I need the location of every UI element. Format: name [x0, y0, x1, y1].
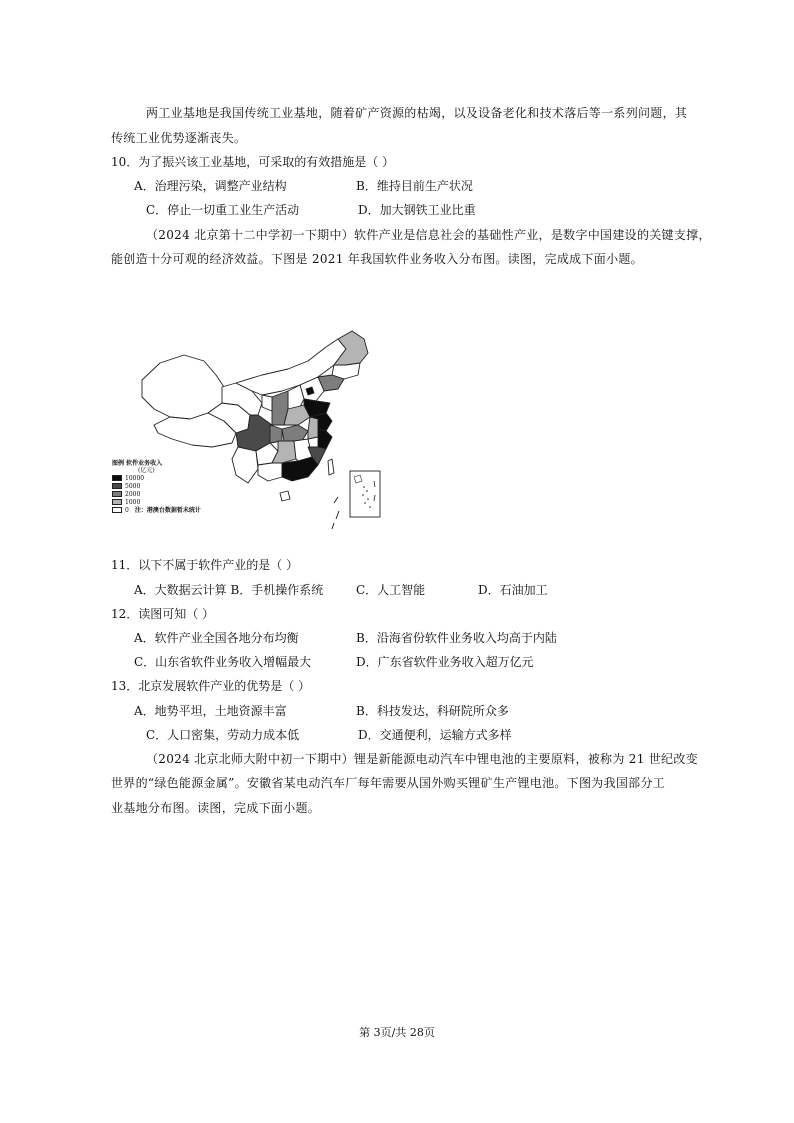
- q12-option-c: C．山东省软件业务收入增幅最大: [134, 655, 312, 669]
- q12-option-b: B．沿海省份软件业务收入均高于内陆: [356, 631, 557, 645]
- passage3-line-3: 业基地分布图。读图，完成下面小题。: [111, 801, 321, 815]
- legend-row: [112, 474, 232, 482]
- passage3-line-1: （2024 北京北师大附中初一下期中）锂是新能源电动汽车中锂电池的主要原料，被称为 21 世纪改变: [146, 752, 698, 766]
- q13-option-b: B．科技发达，科研院所众多: [356, 704, 509, 718]
- page-number: 第 3页/共 28页: [359, 1026, 435, 1039]
- legend-label: 1000: [125, 498, 141, 506]
- legend-swatch: [112, 475, 122, 481]
- q13-option-a: A．地势平坦，土地资源丰富: [134, 704, 287, 718]
- legend-title: 图例 软件业务收入: [112, 460, 163, 467]
- south-china-sea-inset: [350, 471, 380, 517]
- legend-swatch: [112, 499, 122, 505]
- legend-row: [112, 498, 232, 506]
- legend-swatch: [112, 483, 122, 489]
- region-xinjiang: [142, 355, 224, 419]
- passage3-line-2: 世界的“绿色能源金属”。安徽省某电动汽车厂每年需要从国外购买锂矿生产锂电池。下图为我国部分工: [111, 776, 666, 790]
- region-yunnan: [232, 447, 258, 483]
- q11-stem: 11．以下不属于软件产业的是（ ）: [111, 558, 299, 572]
- map-legend: [112, 460, 232, 514]
- q11-option-d: D．石油加工: [478, 583, 548, 597]
- passage2-line-1: （2024 北京第十二中学初一下期中）软件产业是信息社会的基础性产业，是数字中国建设的关键支撑，: [146, 228, 711, 242]
- region-hubei: [282, 425, 308, 441]
- passage2-line-2: 能创造十分可观的经济效益。下图是 2021 年我国软件业务收入分布图。读图，完成成下面小题。: [111, 252, 643, 266]
- legend-label: 10000: [125, 474, 145, 482]
- q12-option-a: A．软件产业全国各地分布均衡: [134, 631, 299, 645]
- q10-option-c: C．停止一切重工业生产活动: [146, 203, 300, 217]
- legend-label: 2000: [125, 490, 141, 498]
- q13-option-c: C．人口密集，劳动力成本低: [146, 728, 300, 742]
- legend-unit: (亿元): [138, 467, 155, 474]
- legend-note: 注：港澳台数据暂未统计: [134, 506, 201, 514]
- legend-label: 5000: [125, 482, 141, 490]
- legend-row: [112, 490, 232, 498]
- region-guangxi: [258, 463, 282, 481]
- region-ningxia: [262, 395, 272, 411]
- legend-swatch: [112, 507, 122, 513]
- q10-option-d: D．加大钢铁工业比重: [358, 203, 476, 217]
- region-beijing: [306, 387, 314, 395]
- legend-row: [112, 482, 232, 490]
- intro-line-1: 两工业基地是我国传统工业基地，随着矿产资源的枯竭，以及设备老化和技术落后等一系列问题，其: [146, 106, 688, 120]
- q12-stem: 12．读图可知（ ）: [111, 607, 215, 621]
- region-taiwan: [328, 459, 334, 475]
- intro-line-2: 传统工业优势逐渐丧失。: [111, 131, 247, 145]
- region-zhejiang: [318, 429, 332, 449]
- region-hainan: [280, 491, 290, 501]
- q10-stem: 10．为了振兴该工业基地，可采取的有效措施是（ ）: [111, 155, 395, 169]
- q12-option-d: D．广东省软件业务收入超万亿元: [356, 655, 534, 669]
- q13-option-d: D．交通便利，运输方式多样: [358, 728, 512, 742]
- q10-option-b: B．维持目前生产状况: [356, 179, 473, 193]
- q11-option-c: C．人工智能: [356, 583, 426, 597]
- q11-option-ab: A．大数据云计算 B．手机操作系统: [134, 583, 324, 597]
- q13-stem: 13．北京发展软件产业的优势是（ ）: [111, 679, 311, 693]
- legend-swatch: [112, 491, 122, 497]
- legend-row: [112, 506, 232, 514]
- q10-option-a: A．治理污染，调整产业结构: [134, 179, 287, 193]
- legend-label: 0: [125, 506, 129, 514]
- region-chongqing: [270, 425, 282, 443]
- region-anhui: [308, 417, 318, 439]
